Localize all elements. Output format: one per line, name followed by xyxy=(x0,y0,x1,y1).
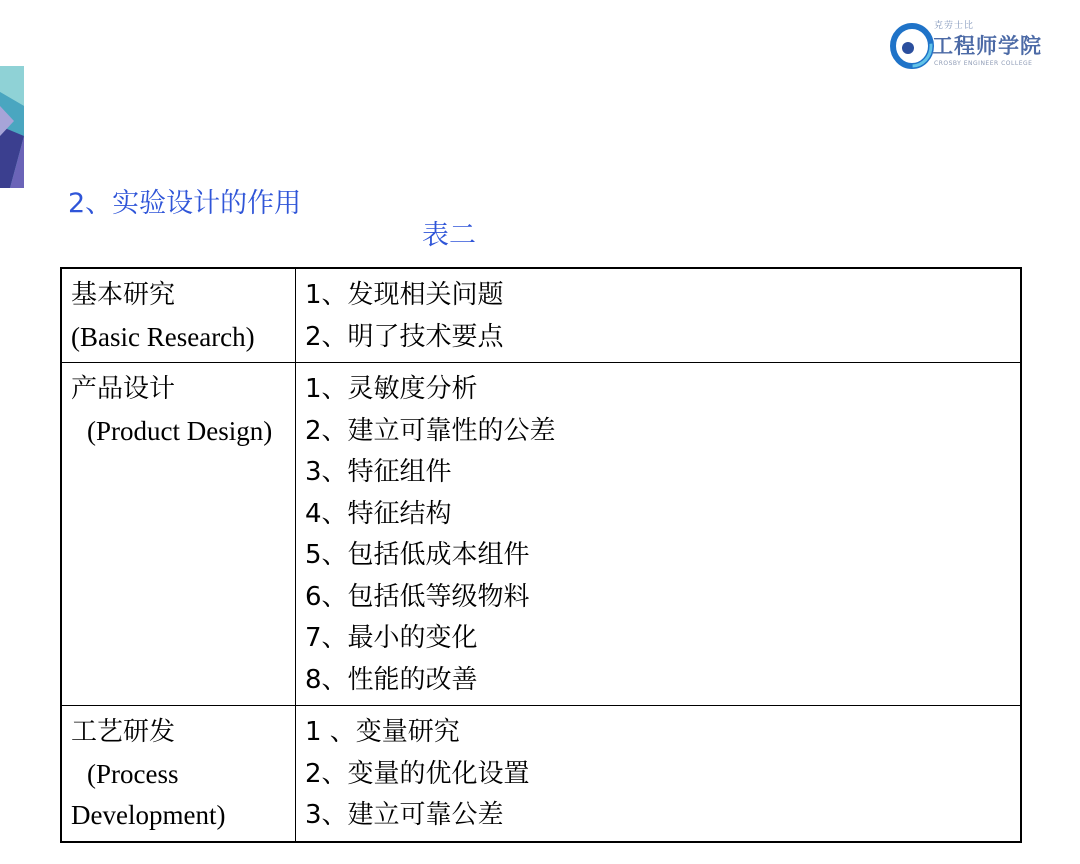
doe-roles-table xyxy=(60,267,1022,843)
list-item: 1 、变量研究 xyxy=(305,717,460,747)
table-row xyxy=(61,363,1021,706)
category-en: (Basic Research) xyxy=(71,321,255,352)
table-caption: 表二 xyxy=(422,220,476,251)
list-item: 8、性能的改善 xyxy=(305,664,478,695)
category-cell xyxy=(61,268,296,363)
items-cell xyxy=(296,363,1022,706)
category-en: (Process xyxy=(87,758,179,789)
items-cell xyxy=(296,706,1022,842)
side-decoration-graphic xyxy=(0,66,24,188)
table-row xyxy=(61,706,1021,842)
list-item: 1、灵敏度分析 xyxy=(305,374,478,404)
list-item: 2、明了技术要点 xyxy=(305,321,504,352)
items-cell xyxy=(296,268,1022,363)
logo-small-text: 克劳士比 xyxy=(934,21,975,31)
table-row xyxy=(61,268,1021,363)
list-item: 6、包括低等级物料 xyxy=(305,581,530,612)
logo-ring-icon xyxy=(888,14,936,74)
list-item: 5、包括低成本组件 xyxy=(305,540,530,570)
list-item: 1、发现相关问题 xyxy=(305,280,504,310)
section-heading: 2、实验设计的作用 xyxy=(68,188,302,219)
category-en: (Product Design) xyxy=(87,415,273,446)
logo-main-text: 工程师学院 xyxy=(932,34,1042,58)
category-cn: 工艺研发 xyxy=(71,717,176,747)
category-cell xyxy=(61,706,296,842)
category-cn: 基本研究 xyxy=(71,280,176,310)
category-cn: 产品设计 xyxy=(71,374,176,404)
category-en: Development) xyxy=(71,800,226,830)
list-item: 7、最小的变化 xyxy=(305,623,478,653)
list-item: 2、变量的优化设置 xyxy=(305,758,530,789)
list-item: 2、建立可靠性的公差 xyxy=(305,415,556,446)
college-logo xyxy=(888,14,1048,74)
logo-sub-text: CROSBY ENGINEER COLLEGE xyxy=(934,60,1033,67)
list-item: 3、特征组件 xyxy=(305,457,452,487)
category-cell xyxy=(61,363,296,706)
list-item: 3、建立可靠公差 xyxy=(305,800,504,830)
list-item: 4、特征结构 xyxy=(305,498,452,529)
